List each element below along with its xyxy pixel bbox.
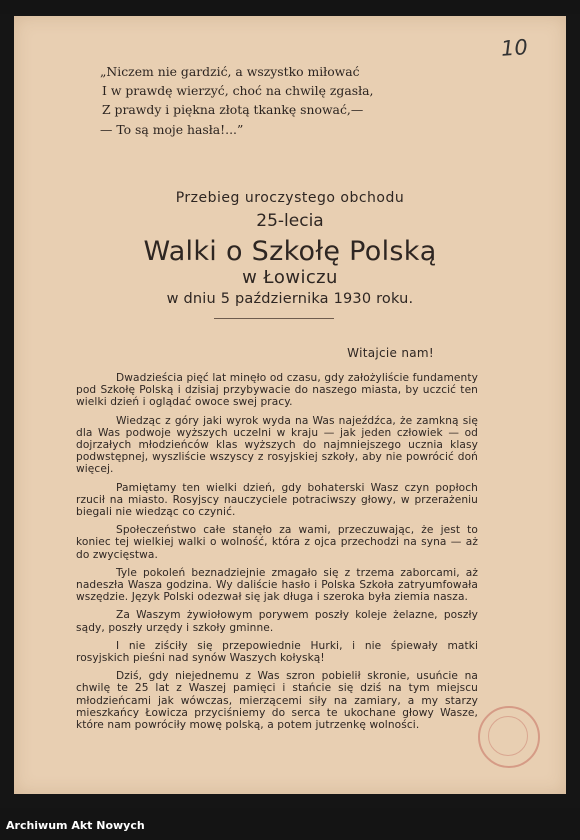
archive-stamp	[478, 706, 540, 768]
heading-line-4: w Łowiczu	[242, 267, 338, 288]
paragraph: Społeczeństwo całe stanęło za wami, przeczuwając, że jest to koniec tej wielkiej walki o wolność, która z ojca przechodzi na syna — aż do zwycięstwa.	[76, 524, 478, 561]
page-number: 10	[500, 35, 529, 61]
archive-footer	[0, 808, 580, 840]
motto-line: — To są moje hasła!...”	[100, 121, 244, 137]
heading-date: w dniu 5 października 1930 roku.	[166, 291, 414, 307]
paragraph: Za Waszym żywiołowym porywem poszły koleje żelazne, poszły sądy, poszły urzędy i szkoły gminne.	[76, 609, 478, 634]
heading-title: Walki o Szkołę Polską	[143, 236, 437, 267]
heading-line-2: 25-lecia	[256, 211, 324, 231]
heading-line-1: Przebieg uroczystego obchodu	[175, 190, 405, 206]
archive-label: Archiwum Akt Nowych	[6, 819, 145, 832]
paragraph: Pamiętamy ten wielki dzień, gdy bohaterski Wasz czyn popłoch rzucił na miasto. Rosyjscy nauczyciele potraciwszy głowy, w przerażeniu biegali nie wiedząc co czynić.	[76, 481, 478, 519]
paragraph: Dwadzieścia pięć lat minęło od czasu, gdy założyliście fundamenty pod Szkołę Polską i dzisiaj przybywacie do naszego miasta, by uczcić ten wielki dzień i oglądać owoce swej pracy.	[76, 372, 478, 409]
motto-line: I w prawdę wierzyć, choć na chwilę zgasła,	[102, 83, 374, 99]
paragraph: Wiedząc z góry jaki wyrok wyda na Was najeźdźca, że zamkną się dla Was podwoje wyższych uczelni w kraju — jak jeden człowiek — od dojrzałych młodzieńców klas wyższych do najmniejszego ucznia klasy podwstępnej, wyszliście wszyscy z rosyjskiej szkoły, aby nie powrócić doń więcej.	[76, 414, 478, 476]
paragraph: I nie ziściły się przepowiednie Hurki, i nie śpiewały matki rosyjskich pieśni nad synów Waszych kołyską!	[76, 639, 478, 665]
paragraph: Tyle pokoleń beznadziejnie zmagało się z trzema zaborcami, aż nadeszła Wasza godzina. Wy daliście hasło i Polska Szkoła zatryumfowała wszędzie. Język Polski odezwał się jak długa i szeroka była ziemia nasza.	[76, 566, 478, 604]
paragraph: Dziś, gdy niejednemu z Was szron pobielił skronie, usuńcie na chwilę te 25 lat z Waszej pamięci i stańcie się dziś na tym miejscu młodzieńcami jak wówczas, mierzącemi siły na zamiary, a my starzy mieszkańcy Łowicza przyciśniemy do serca te ukochane głowy Wasze, które nam powróciły mowę polską, a potem jutrzenkę wolności.	[76, 670, 478, 732]
motto	[100, 62, 420, 139]
greeting: Witajcie nam!	[347, 346, 434, 360]
body-text	[76, 372, 478, 737]
motto-line: „Niczem nie gardzić, a wszystko miłować	[100, 64, 360, 79]
divider	[214, 318, 334, 319]
motto-line: Z prawdy i piękna złotą tkankę snować,—	[102, 102, 364, 118]
viewer-top-bar	[0, 0, 580, 14]
